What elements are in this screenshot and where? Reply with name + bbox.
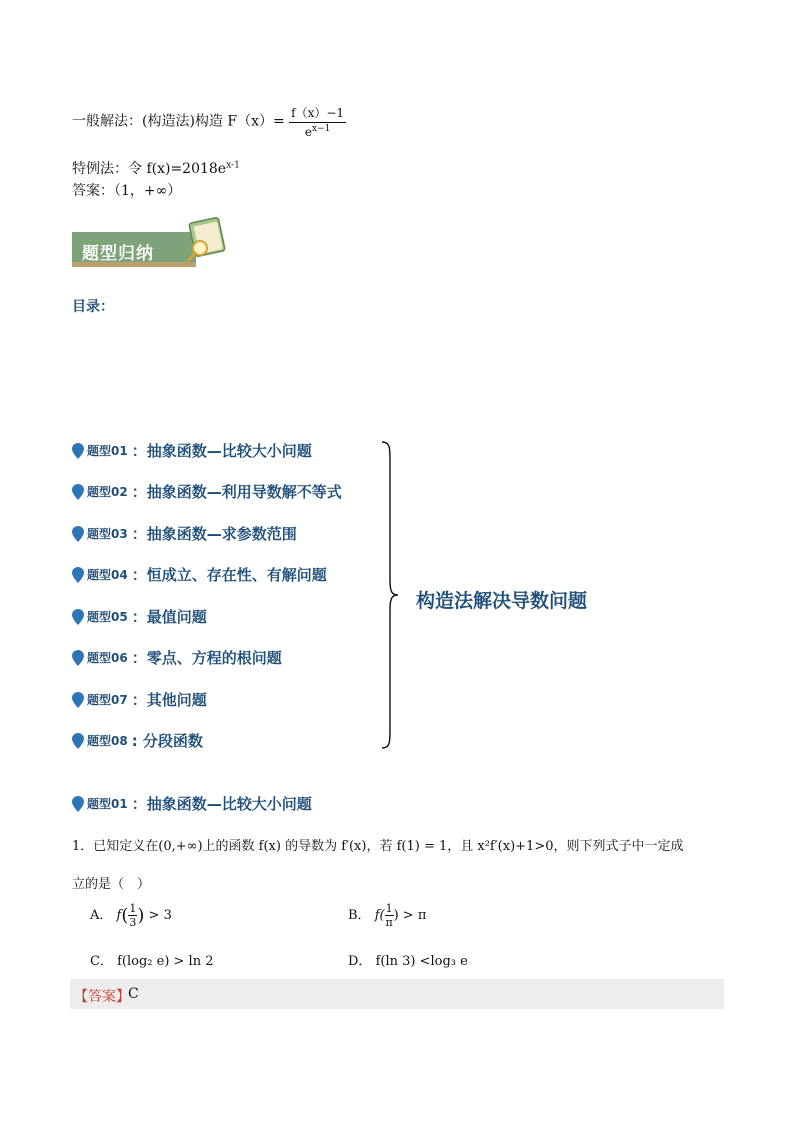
toc-item-tag: 题型07 xyxy=(87,693,128,707)
special-method-line xyxy=(72,158,240,178)
toc-item-tag: 题型03 xyxy=(87,527,128,541)
option-b-den: π xyxy=(385,916,393,929)
option-b-func: f( xyxy=(374,908,385,923)
option-a-den: 3 xyxy=(129,916,137,929)
construct-fraction xyxy=(289,104,346,139)
right-brace xyxy=(380,440,400,750)
toc-item[interactable] xyxy=(72,523,297,543)
toc-item[interactable] xyxy=(72,440,312,460)
location-pin-icon xyxy=(72,609,84,625)
option-a-label: A． xyxy=(90,908,113,923)
option-b-num: 1 xyxy=(385,902,393,915)
book-magnifier-icon xyxy=(186,214,230,262)
location-pin-icon xyxy=(72,484,84,500)
toc-item[interactable] xyxy=(72,564,327,584)
answer-line: 答案：（1，+∞） xyxy=(72,183,182,199)
location-pin-icon xyxy=(72,733,84,749)
option-b-fraction xyxy=(385,902,394,929)
section-tag: 题型01 xyxy=(87,797,128,811)
paren-open: ( xyxy=(121,905,129,926)
toc-item-tag: 题型08 xyxy=(87,734,128,748)
toc-item-title: ：抽象函数—比较大小问题 xyxy=(131,442,312,460)
toc-item-title: ：抽象函数—利用导数解不等式 xyxy=(131,483,342,501)
option-a-func: f xyxy=(116,908,122,923)
toc-item-tag: 题型01 xyxy=(87,444,128,458)
option-d[interactable] xyxy=(348,950,468,969)
fraction-denominator xyxy=(289,123,346,139)
toc-title: 目录： xyxy=(72,299,114,315)
answer-bar xyxy=(70,979,724,1009)
section-banner xyxy=(72,228,208,270)
denominator-base: e xyxy=(304,125,312,139)
location-pin-icon xyxy=(72,692,84,708)
fraction-numerator: f（x）−1 xyxy=(289,104,346,123)
special-method-text: 特例法：令 f(x)=2018e xyxy=(72,161,227,177)
option-d-label: D． xyxy=(348,954,372,969)
denominator-exponent: x−1 xyxy=(312,124,331,134)
option-d-text: f(ln 3) <log₃ e xyxy=(375,954,468,969)
toc-item[interactable] xyxy=(72,730,203,750)
option-b-label: B． xyxy=(348,908,371,923)
paren-close: ) xyxy=(137,905,145,926)
toc-item[interactable] xyxy=(72,647,282,667)
location-pin-icon xyxy=(72,443,84,459)
question-line-1: 1．已知定义在(0,+∞)上的函数 f(x) 的导数为 f′(x)，若 f(1) = 1，且 x²f′(x)+1>0，则下列式子中一定成 xyxy=(72,839,684,854)
general-method-line xyxy=(72,104,346,139)
toc-item-title: ：恒成立、存在性、有解问题 xyxy=(131,566,327,584)
toc-item[interactable] xyxy=(72,606,207,626)
banner-text: 题型归纳 xyxy=(82,244,154,264)
toc-item-tag: 题型05 xyxy=(87,610,128,624)
answer-value: C xyxy=(128,986,139,1002)
toc-item-tag: 题型02 xyxy=(87,485,128,499)
general-method-prefix: 一般解法：(构造法)构造 F（x）= xyxy=(72,113,285,130)
option-a-num: 1 xyxy=(129,902,137,915)
option-a[interactable] xyxy=(90,902,172,929)
banner-body xyxy=(72,232,196,267)
location-pin-icon xyxy=(72,796,84,812)
question-line-2: 立的是（ ） xyxy=(72,877,151,892)
option-b-post: ) > π xyxy=(393,908,427,923)
option-c[interactable] xyxy=(90,950,213,969)
option-a-post: > 3 xyxy=(144,908,172,923)
toc-item-tag: 题型06 xyxy=(87,651,128,665)
section-title: ：抽象函数—比较大小问题 xyxy=(131,795,312,813)
option-c-label: C． xyxy=(90,954,113,969)
toc-item[interactable] xyxy=(72,481,342,501)
toc-summary: 构造法解决导数问题 xyxy=(416,590,588,612)
special-method-exponent: x-1 xyxy=(226,160,240,171)
option-b[interactable] xyxy=(348,902,426,929)
section-heading xyxy=(72,793,312,813)
toc-item-title: ：最值问题 xyxy=(131,608,207,626)
answer-label: 【答案】 xyxy=(74,989,130,1005)
toc-item-tag: 题型04 xyxy=(87,568,128,582)
option-c-text: f(log₂ e) > ln 2 xyxy=(117,954,214,969)
location-pin-icon xyxy=(72,650,84,666)
location-pin-icon xyxy=(72,567,84,583)
toc-item-title: ：零点、方程的根问题 xyxy=(131,649,282,667)
toc-item[interactable] xyxy=(72,689,207,709)
toc-item-title: ：抽象函数—求参数范围 xyxy=(131,525,297,543)
location-pin-icon xyxy=(72,526,84,542)
toc-item-title: : 分段函数 xyxy=(131,732,203,750)
toc-item-title: ：其他问题 xyxy=(131,691,207,709)
